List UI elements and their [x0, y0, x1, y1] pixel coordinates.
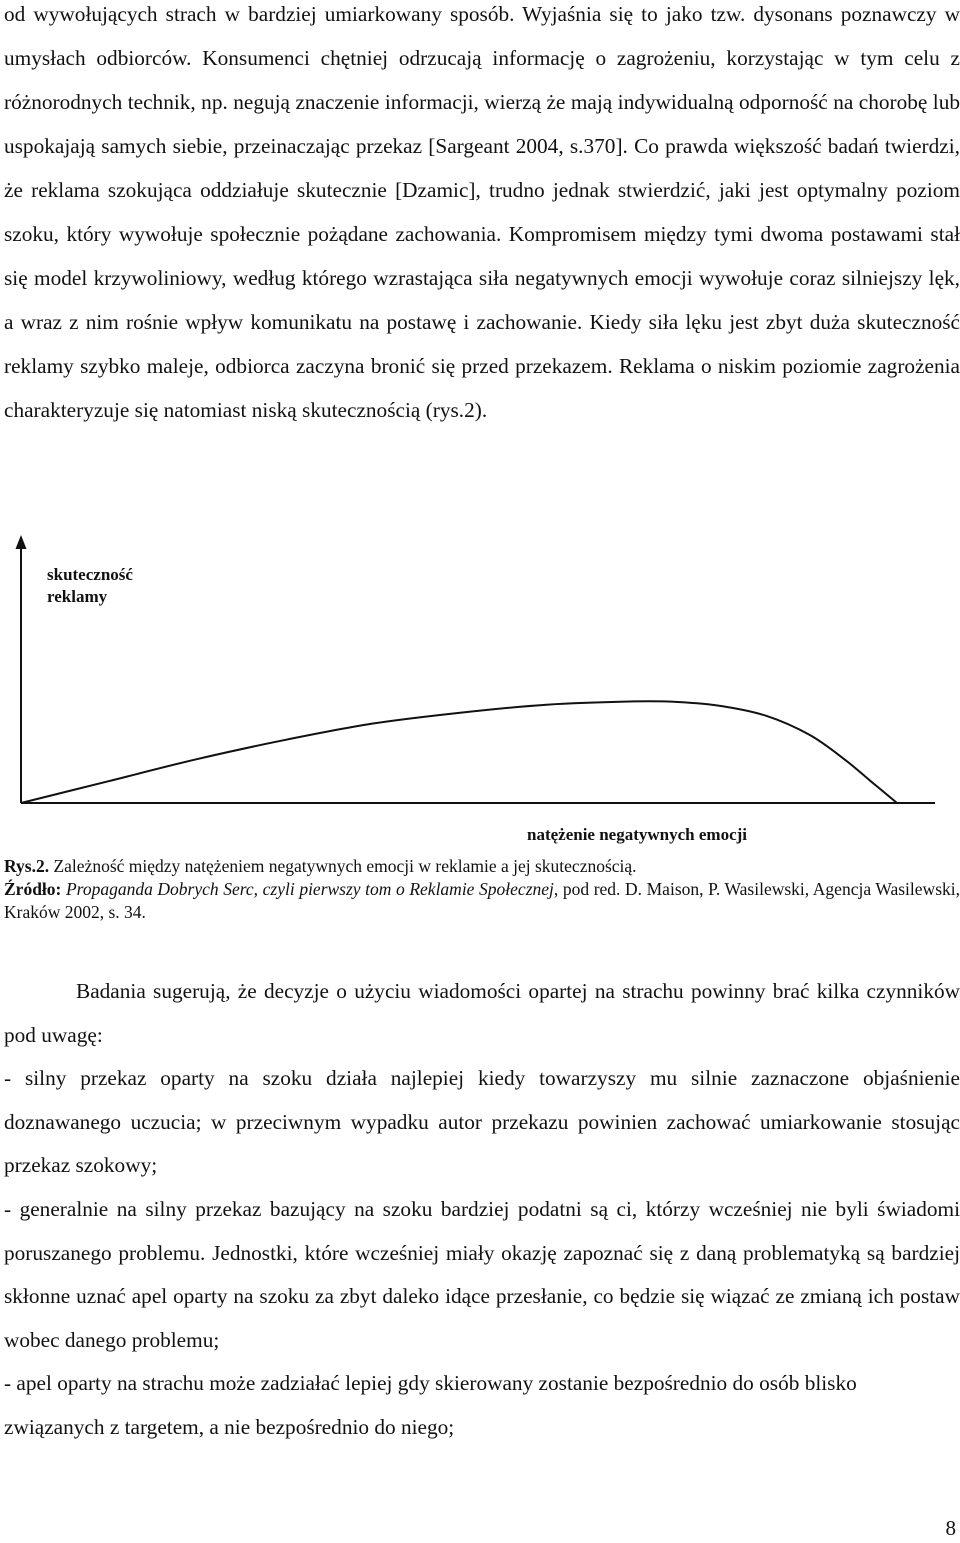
x-axis-label: natężenie negatywnych emocji [527, 825, 748, 844]
body-paragraph-1: od wywołujących strach w bardziej umiarkowany sposób. Wyjaśnia się to jako tzw. dysonans poznawczy w umysłach odbiorców. Konsumenci chętniej odrzucają informację o zagrożeniu, korzystając w tym celu z różnorodnych technik, np. negują znaczenie informacji, wierzą że mają indywidualną odporność na chorobę lub uspokajają samych siebie, przeinaczając przekaz [Sargeant 2004, s.370]. Co prawda większość badań twierdzi, że reklama szokująca oddziałuje skutecznie [Dzamic], trudno jednak stwierdzić, jaki jest optymalny poziom szoku, który wywołuje społecznie pożądane zachowania. Kompromisem między tymi dwoma postawami stał się model krzywoliniowy, według którego wzrastająca siła negatywnych emocji wywołuje coraz silniejszy lęk, a wraz z nim rośnie wpływ komunikatu na postawę i zachowanie. Kiedy siła lęku jest zbyt duża skuteczność reklamy szybko maleje, odbiorca zaczyna bronić się przed przekazem. Reklama o niskim poziomie zagrożenia charakteryzuje się natomiast niską skutecznością (rys.2). [4, 2, 960, 422]
list-item-2: - generalnie na silny przekaz bazujący na szoku bardziej podatni są ci, którzy wcześniej nie byli świadomi poruszanego problemu. Jednostki, które wcześniej miały okazję zapoznać się z daną problematyką są bardziej skłonne uznać apel oparty na szoku za zbyt daleko idące przesłanie, co będzie się wiązać ze zmianą ich postaw wobec danego problemu; [4, 1196, 960, 1352]
y-axis-label-line1: skuteczność [47, 565, 133, 584]
source-details: , pod red. D. Maison, P. Wasilewski, Agencja Wasilewski, Kraków 2002, s. 34. [4, 879, 960, 922]
y-axis-label [47, 564, 133, 608]
caption-label: Rys.2. [4, 856, 50, 876]
y-axis-label-line2: reklamy [47, 587, 108, 606]
chart-svg [0, 530, 960, 850]
source-label: Źródło: [4, 879, 62, 899]
paragraph-lead: Badania sugerują, że decyzje o użyciu wiadomości opartej na strachu powinny brać kilka czynników pod uwagę: [4, 979, 960, 1047]
figure-caption [4, 855, 960, 924]
caption-text: Zależność między natężeniem negatywnych emocji w reklamie a jej skutecznością. [53, 856, 637, 876]
list-item-3: - apel oparty na strachu może zadziałać lepiej gdy skierowany zostanie bezpośrednio do osób blisko związanych z targetem, a nie bezpośrednio do niego; [4, 1371, 857, 1439]
figure-effectiveness-curve [0, 530, 960, 850]
list-item-1: - silny przekaz oparty na szoku działa najlepiej kiedy towarzyszy mu silnie zaznaczone objaśnienie doznawanego uczucia; w przeciwnym wypadku autor przekazu powinien zachować umiarkowanie stosując przekaz szokowy; [4, 1066, 960, 1178]
source-title: Propaganda Dobrych Serc, czyli pierwszy tom o Reklamie Społecznej [65, 879, 554, 899]
body-paragraph-2 [4, 970, 960, 1450]
series-curve [21, 701, 897, 803]
page-number: 8 [945, 1516, 956, 1540]
